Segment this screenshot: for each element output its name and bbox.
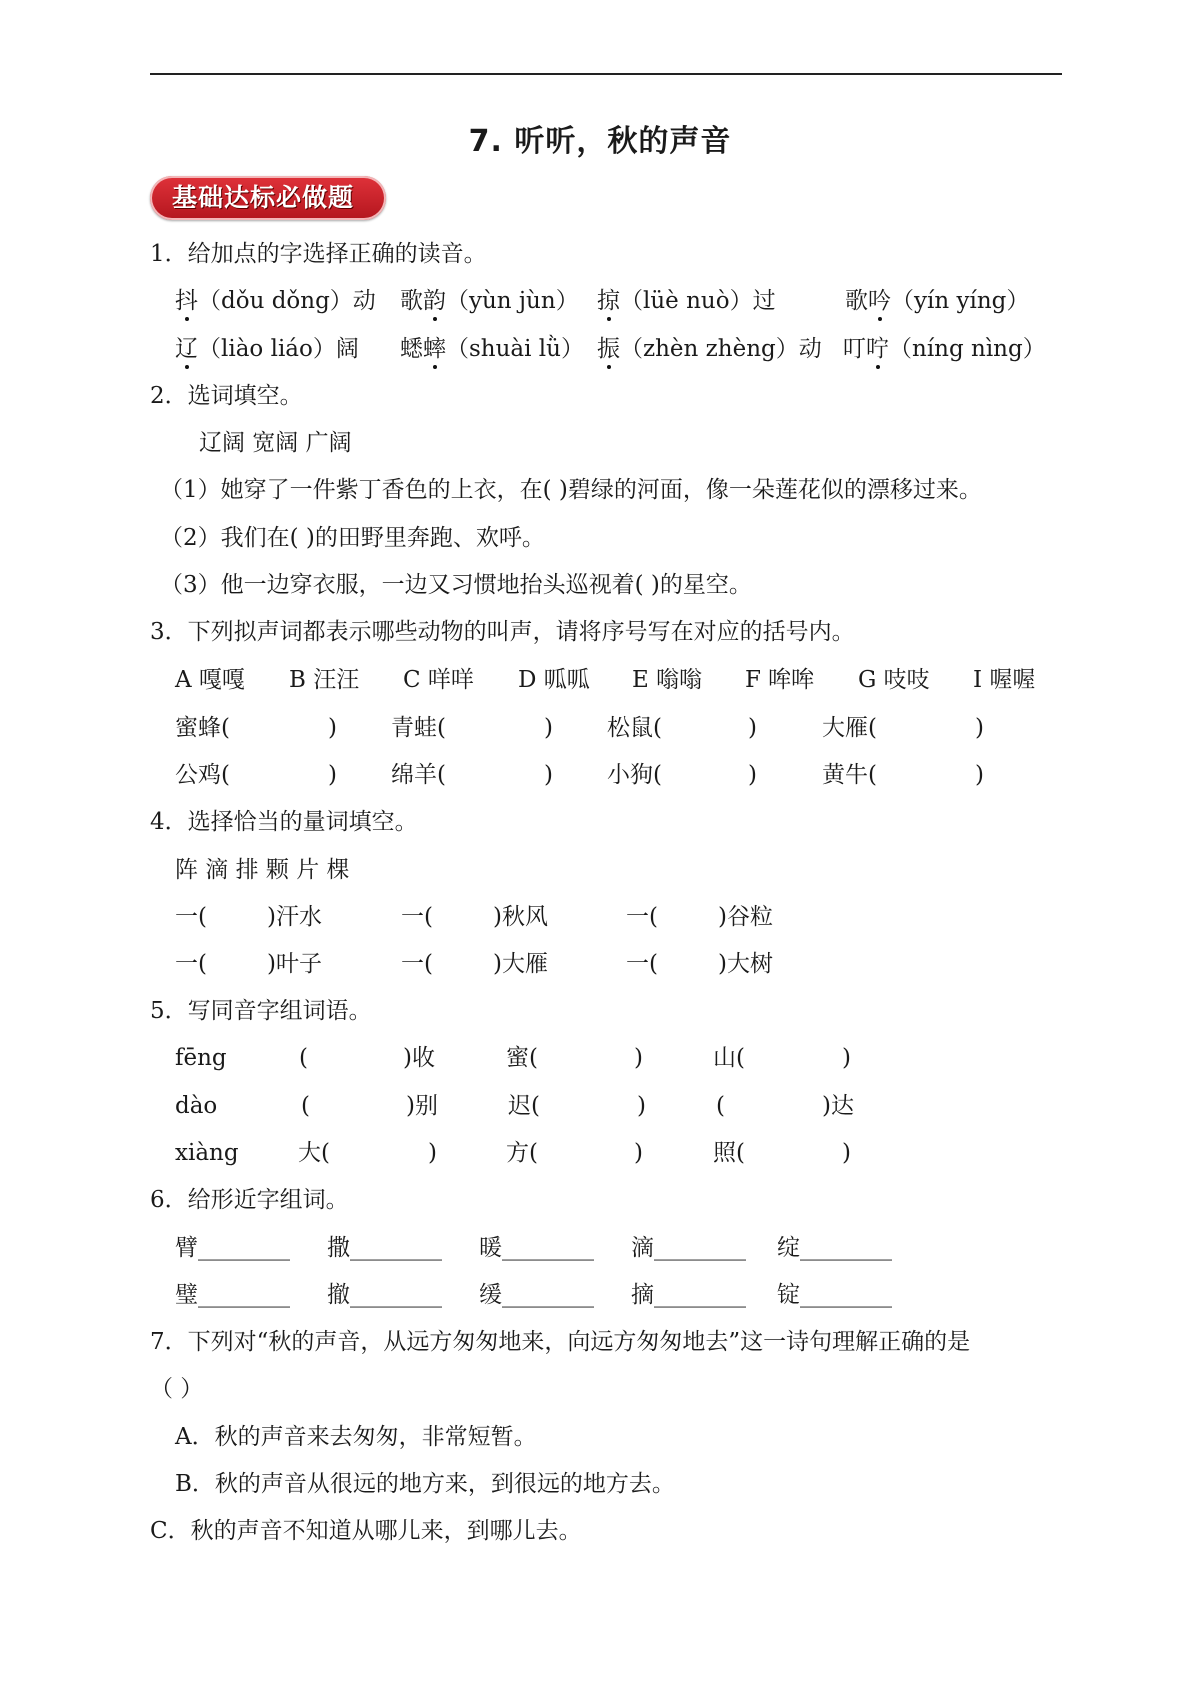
q3-option: F 哞哞 bbox=[745, 667, 815, 693]
q4-open: 一( bbox=[626, 904, 658, 930]
q3-blank: 黄牛( bbox=[822, 762, 877, 788]
q3-blank-close: ) bbox=[544, 715, 553, 741]
q4-item: )叶子 bbox=[267, 951, 322, 977]
q1-item: 歌韵（yùn jùn） bbox=[400, 288, 579, 314]
q3-blank: 蜜蜂( bbox=[175, 715, 230, 741]
q5-blank: 大( bbox=[298, 1140, 330, 1166]
q7-option-c: C．秋的声音不知道从哪儿来，到哪儿去。 bbox=[150, 1518, 582, 1544]
q3-blank: 松鼠( bbox=[607, 715, 662, 741]
q1-item: 歌吟（yín yíng） bbox=[845, 288, 1030, 314]
q4-item: )大雁 bbox=[493, 951, 548, 977]
q3-option: D 呱呱 bbox=[518, 667, 590, 693]
q3-blank-close: ) bbox=[975, 762, 984, 788]
q1-item: 辽（liào liáo）阔 bbox=[175, 336, 359, 362]
question-5: 5．写同音字组词语。 bbox=[150, 998, 372, 1024]
q1-item: 抖（dǒu dǒng）动 bbox=[175, 288, 376, 314]
q4-item: )汗水 bbox=[267, 904, 322, 930]
q4-item: )秋风 bbox=[493, 904, 548, 930]
q6-item: 缓________ bbox=[479, 1282, 594, 1308]
q3-blank-close: ) bbox=[328, 762, 337, 788]
q7-answer-paren: （ ） bbox=[150, 1376, 204, 1402]
question-2: 2．选词填空。 bbox=[150, 383, 303, 409]
q3-blank: 青蛙( bbox=[391, 715, 446, 741]
q5-pinyin: fēng bbox=[175, 1045, 227, 1071]
q3-blank: 绵羊( bbox=[391, 762, 446, 788]
section-banner: 基础达标必做题 bbox=[150, 176, 386, 220]
q3-blank-close: ) bbox=[975, 715, 984, 741]
q6-item: 暖________ bbox=[479, 1235, 594, 1261]
q2-sentence-2: （2）我们在( )的田野里奔跑、欢呼。 bbox=[160, 525, 545, 551]
q6-item: 锭________ bbox=[777, 1282, 892, 1308]
q5-blank: ) bbox=[634, 1045, 643, 1071]
header-rule bbox=[150, 73, 1062, 75]
q5-blank: )收 bbox=[403, 1045, 435, 1071]
q6-item: 璧________ bbox=[175, 1282, 290, 1308]
q5-blank: 方( bbox=[506, 1140, 538, 1166]
q3-blank: 大雁( bbox=[822, 715, 877, 741]
q5-blank: ) bbox=[842, 1045, 851, 1071]
q5-blank: ) bbox=[428, 1140, 437, 1166]
q6-item: 绽________ bbox=[777, 1235, 892, 1261]
q4-item: )大树 bbox=[718, 951, 773, 977]
q3-blank: 公鸡( bbox=[175, 762, 230, 788]
q4-open: 一( bbox=[401, 951, 433, 977]
q5-blank: )别 bbox=[406, 1093, 438, 1119]
q1-item: 叮咛（níng nìng） bbox=[843, 336, 1046, 362]
q4-word-bank: 阵 滴 排 颗 片 棵 bbox=[175, 857, 350, 883]
q5-pinyin: dào bbox=[175, 1093, 218, 1119]
q3-option: I 喔喔 bbox=[973, 667, 1036, 693]
q3-option: A 嘎嘎 bbox=[175, 667, 245, 693]
q3-blank-close: ) bbox=[748, 762, 757, 788]
q5-blank: ( bbox=[716, 1093, 725, 1119]
q4-open: 一( bbox=[626, 951, 658, 977]
q5-pinyin: xiàng bbox=[175, 1140, 239, 1166]
q6-item: 臂________ bbox=[175, 1235, 290, 1261]
q1-item: 蟋蟀（shuài lǜ） bbox=[400, 336, 584, 362]
page-title: 7. 听听，秋的声音 bbox=[468, 124, 732, 159]
q5-blank: ) bbox=[634, 1140, 643, 1166]
q5-blank: )达 bbox=[822, 1093, 854, 1119]
q4-item: )谷粒 bbox=[718, 904, 773, 930]
q3-option: C 咩咩 bbox=[403, 667, 474, 693]
q4-open: 一( bbox=[175, 951, 207, 977]
q5-blank: 迟( bbox=[508, 1093, 540, 1119]
q5-blank: ( bbox=[299, 1045, 308, 1071]
q6-item: 滴________ bbox=[631, 1235, 746, 1261]
q2-sentence-1: （1）她穿了一件紫丁香色的上衣，在( )碧绿的河面，像一朵莲花似的漂移过来。 bbox=[160, 477, 982, 503]
question-3: 3．下列拟声词都表示哪些动物的叫声，请将序号写在对应的括号内。 bbox=[150, 619, 855, 645]
q7-option-b: B．秋的声音从很远的地方来，到很远的地方去。 bbox=[175, 1471, 675, 1497]
q3-option: B 汪汪 bbox=[289, 667, 360, 693]
q3-option: E 嗡嗡 bbox=[632, 667, 703, 693]
q6-item: 摘________ bbox=[631, 1282, 746, 1308]
q3-blank-close: ) bbox=[328, 715, 337, 741]
question-4: 4．选择恰当的量词填空。 bbox=[150, 809, 418, 835]
q2-sentence-3: （3）他一边穿衣服，一边又习惯地抬头巡视着( )的星空。 bbox=[160, 572, 752, 598]
q1-item: 振（zhèn zhèng）动 bbox=[597, 336, 822, 362]
q3-blank: 小狗( bbox=[607, 762, 662, 788]
q5-blank: ( bbox=[301, 1093, 310, 1119]
q5-blank: ) bbox=[842, 1140, 851, 1166]
q6-item: 撒________ bbox=[327, 1235, 442, 1261]
q7-option-a: A．秋的声音来去匆匆，非常短暂。 bbox=[175, 1424, 537, 1450]
q5-blank: 照( bbox=[713, 1140, 745, 1166]
q5-blank: ) bbox=[637, 1093, 646, 1119]
q6-item: 撤________ bbox=[327, 1282, 442, 1308]
q3-option: G 吱吱 bbox=[858, 667, 930, 693]
question-1: 1．给加点的字选择正确的读音。 bbox=[150, 241, 487, 267]
q4-open: 一( bbox=[175, 904, 207, 930]
q1-item: 掠（lüè nuò）过 bbox=[597, 288, 776, 314]
q5-blank: 蜜( bbox=[506, 1045, 538, 1071]
q4-open: 一( bbox=[401, 904, 433, 930]
q3-blank-close: ) bbox=[544, 762, 553, 788]
q2-word-bank: 辽阔 宽阔 广阔 bbox=[199, 430, 352, 456]
q5-blank: 山( bbox=[713, 1045, 745, 1071]
question-7: 7．下列对“秋的声音，从远方匆匆地来，向远方匆匆地去”这一诗句理解正确的是 bbox=[150, 1329, 971, 1355]
question-6: 6．给形近字组词。 bbox=[150, 1187, 349, 1213]
q3-blank-close: ) bbox=[748, 715, 757, 741]
